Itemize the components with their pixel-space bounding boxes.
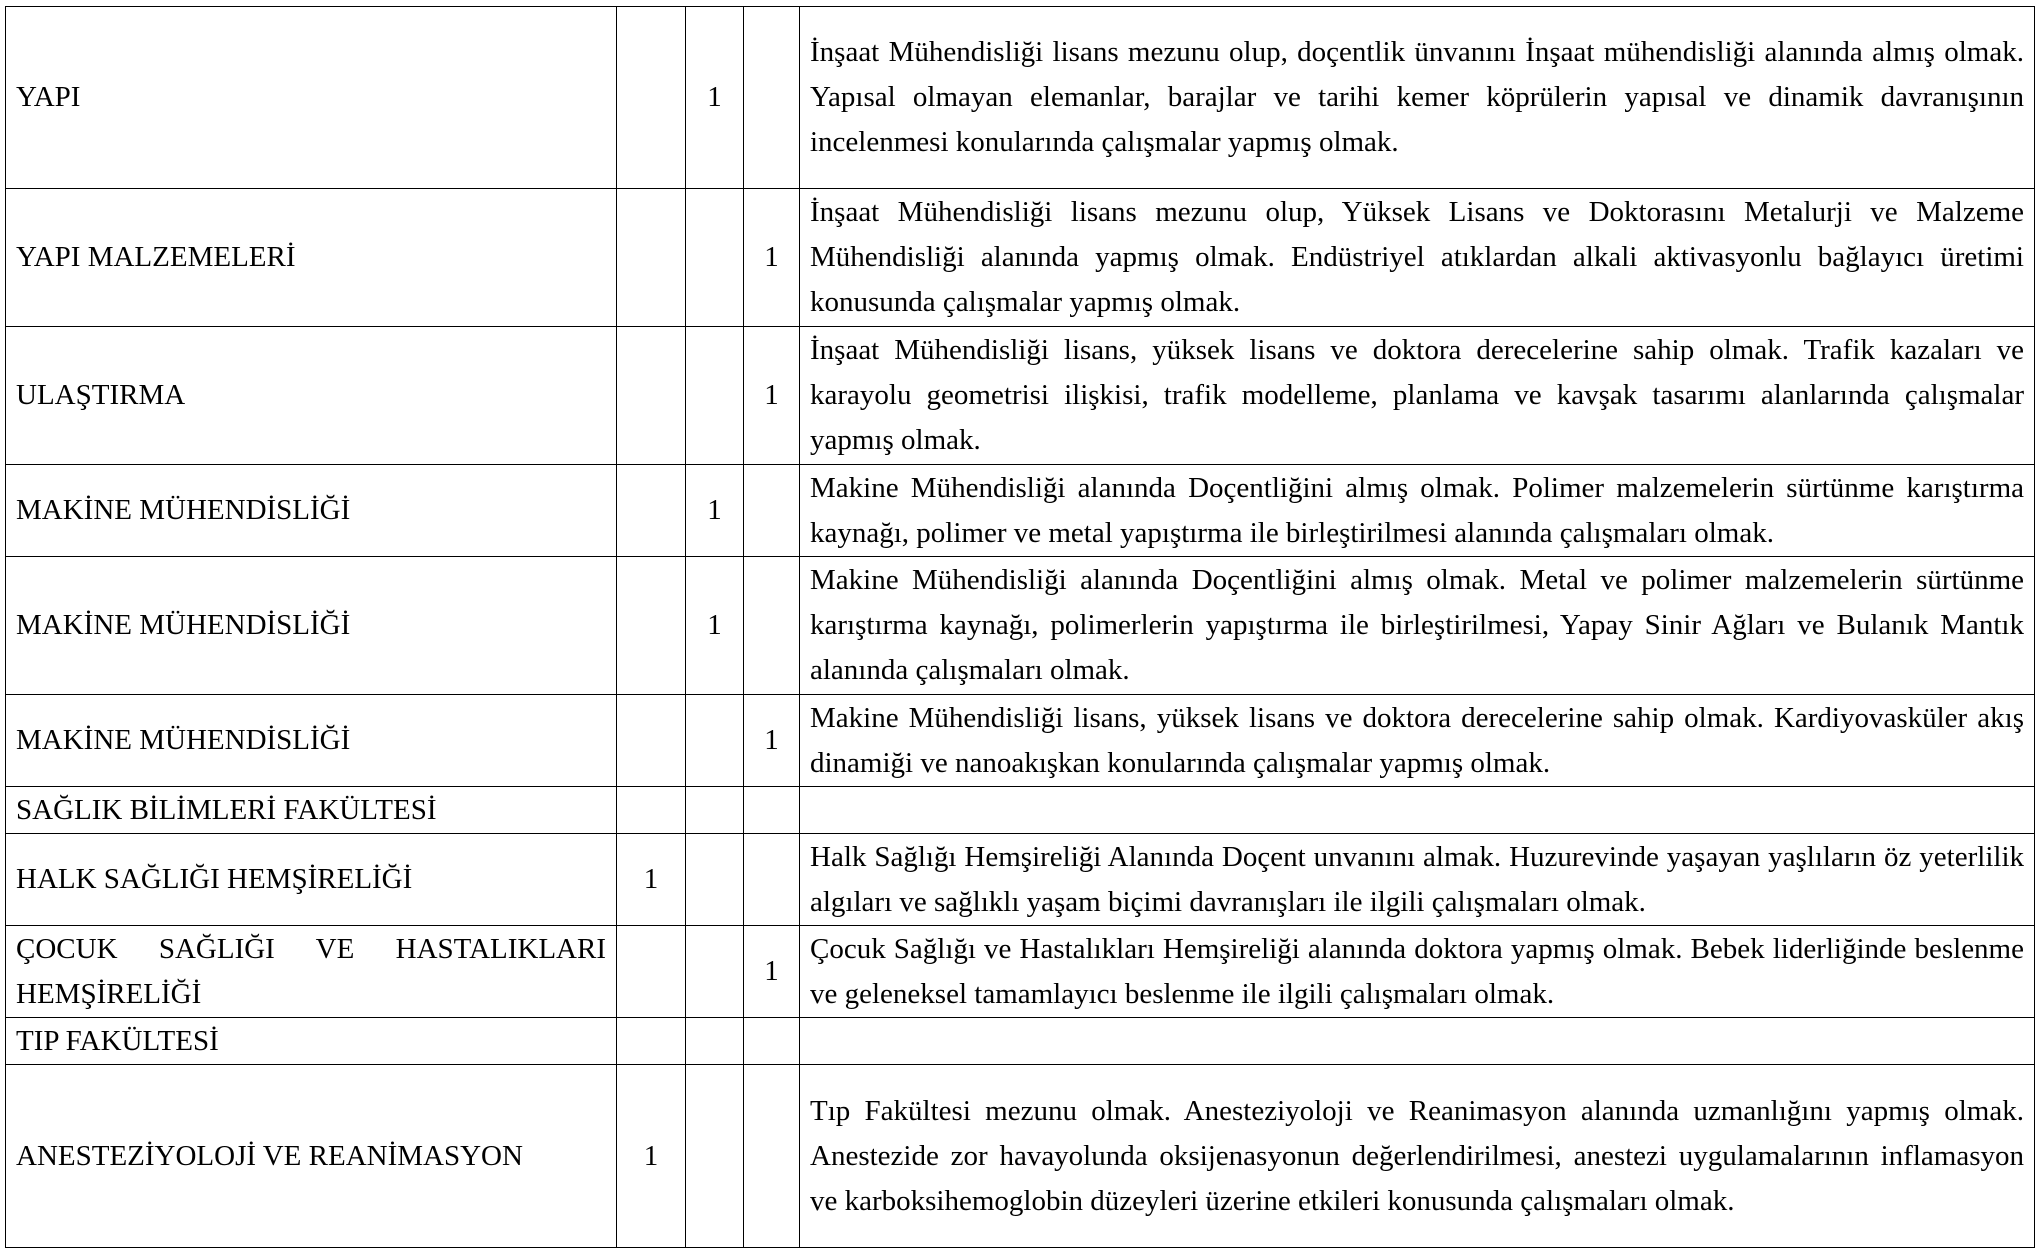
- professor-count-cell: [617, 1018, 686, 1065]
- department-cell: ÇOCUK SAĞLIĞI VE HASTALIKLARI HEMŞİRELİĞİ: [6, 926, 617, 1018]
- associate-professor-count-cell: [686, 1018, 744, 1065]
- assistant-professor-count-cell: [744, 1018, 800, 1065]
- department-cell: YAPI MALZEMELERİ: [6, 189, 617, 327]
- professor-count-cell: [617, 926, 686, 1018]
- faculty-heading-cell: SAĞLIK BİLİMLERİ FAKÜLTESİ: [6, 787, 617, 834]
- assistant-professor-count-cell: [744, 557, 800, 695]
- requirements-cell: İnşaat Mühendisliği lisans, yüksek lisans ve doktora derecelerine sahip olmak. Trafik kazaları ve karayolu geometrisi ilişkisi, trafik modelleme, planlama ve kavşak tasarımı alanlarında çalışmalar yapmış olmak.: [800, 327, 2035, 465]
- table-row: [6, 695, 2035, 787]
- professor-count-cell: [617, 787, 686, 834]
- requirements-cell: Tıp Fakültesi mezunu olmak. Anesteziyoloji ve Reanimasyon alanında uzmanlığını yapmış olmak. Anestezide zor havayolunda oksijenasyonun değerlendirilmesi, anestezi uygulamalarının inflamasyon ve karboksihemoglobin düzeyleri üzerine etkileri konusunda çalışmaları olmak.: [800, 1065, 2035, 1248]
- assistant-professor-count-cell: [744, 834, 800, 926]
- requirements-cell: Makine Mühendisliği lisans, yüksek lisans ve doktora derecelerine sahip olmak. Kardiyovasküler akış dinamiği ve nanoakışkan konularında çalışmalar yapmış olmak.: [800, 695, 2035, 787]
- assistant-professor-count-cell: [744, 787, 800, 834]
- associate-professor-count-cell: 1: [686, 7, 744, 189]
- table-row: [6, 557, 2035, 695]
- department-cell: MAKİNE MÜHENDİSLİĞİ: [6, 465, 617, 557]
- professor-count-cell: 1: [617, 834, 686, 926]
- faculty-heading-cell: TIP FAKÜLTESİ: [6, 1018, 617, 1065]
- associate-professor-count-cell: [686, 327, 744, 465]
- professor-count-cell: [617, 465, 686, 557]
- associate-professor-count-cell: 1: [686, 465, 744, 557]
- requirements-cell: Makine Mühendisliği alanında Doçentliğini almış olmak. Polimer malzemelerin sürtünme karıştırma kaynağı, polimer ve metal yapıştırma ile birleştirilmesi alanında çalışmaları olmak.: [800, 465, 2035, 557]
- department-cell: MAKİNE MÜHENDİSLİĞİ: [6, 557, 617, 695]
- staff-position-table: [5, 6, 2035, 1248]
- professor-count-cell: [617, 189, 686, 327]
- table-row: [6, 189, 2035, 327]
- assistant-professor-count-cell: 1: [744, 327, 800, 465]
- assistant-professor-count-cell: [744, 7, 800, 189]
- table-row: [6, 834, 2035, 926]
- professor-count-cell: [617, 695, 686, 787]
- assistant-professor-count-cell: 1: [744, 695, 800, 787]
- associate-professor-count-cell: 1: [686, 557, 744, 695]
- department-cell: ANESTEZİYOLOJİ VE REANİMASYON: [6, 1065, 617, 1248]
- table-row: [6, 787, 2035, 834]
- requirements-cell: Halk Sağlığı Hemşireliği Alanında Doçent unvanını almak. Huzurevinde yaşayan yaşlıların öz yeterlilik algıları ve sağlıklı yaşam biçimi davranışları ile ilgili çalışmaları olmak.: [800, 834, 2035, 926]
- professor-count-cell: [617, 327, 686, 465]
- department-cell: ULAŞTIRMA: [6, 327, 617, 465]
- associate-professor-count-cell: [686, 834, 744, 926]
- associate-professor-count-cell: [686, 787, 744, 834]
- professor-count-cell: [617, 7, 686, 189]
- assistant-professor-count-cell: 1: [744, 189, 800, 327]
- professor-count-cell: [617, 557, 686, 695]
- assistant-professor-count-cell: [744, 465, 800, 557]
- assistant-professor-count-cell: [744, 1065, 800, 1248]
- department-cell: HALK SAĞLIĞI HEMŞİRELİĞİ: [6, 834, 617, 926]
- requirements-cell: Makine Mühendisliği alanında Doçentliğini almış olmak. Metal ve polimer malzemelerin sürtünme karıştırma kaynağı, polimerlerin yapıştırma ile birleştirilmesi, Yapay Sinir Ağları ve Bulanık Mantık alanında çalışmaları olmak.: [800, 557, 2035, 695]
- department-cell: MAKİNE MÜHENDİSLİĞİ: [6, 695, 617, 787]
- associate-professor-count-cell: [686, 189, 744, 327]
- table-row: [6, 7, 2035, 189]
- table-body: [6, 7, 2035, 1248]
- associate-professor-count-cell: [686, 1065, 744, 1248]
- associate-professor-count-cell: [686, 695, 744, 787]
- table-row: [6, 1065, 2035, 1248]
- requirements-cell: İnşaat Mühendisliği lisans mezunu olup, Yüksek Lisans ve Doktorasını Metalurji ve Malzeme Mühendisliği alanında yapmış olmak. Endüstriyel atıklardan alkali aktivasyonlu bağlayıcı üretimi konusunda çalışmalar yapmış olmak.: [800, 189, 2035, 327]
- department-cell: YAPI: [6, 7, 617, 189]
- requirements-cell: [800, 1018, 2035, 1065]
- requirements-cell: Çocuk Sağlığı ve Hastalıkları Hemşireliği alanında doktora yapmış olmak. Bebek liderliğinde beslenme ve geleneksel tamamlayıcı beslenme ile ilgili çalışmaları olmak.: [800, 926, 2035, 1018]
- requirements-cell: İnşaat Mühendisliği lisans mezunu olup, doçentlik ünvanını İnşaat mühendisliği alanında almış olmak. Yapısal olmayan elemanlar, barajlar ve tarihi kemer köprülerin yapısal ve dinamik davranışının incelenmesi konularında çalışmalar yapmış olmak.: [800, 7, 2035, 189]
- associate-professor-count-cell: [686, 926, 744, 1018]
- table-row: [6, 1018, 2035, 1065]
- table-row: [6, 465, 2035, 557]
- table-row: [6, 327, 2035, 465]
- table-row: [6, 926, 2035, 1018]
- requirements-cell: [800, 787, 2035, 834]
- assistant-professor-count-cell: 1: [744, 926, 800, 1018]
- professor-count-cell: 1: [617, 1065, 686, 1248]
